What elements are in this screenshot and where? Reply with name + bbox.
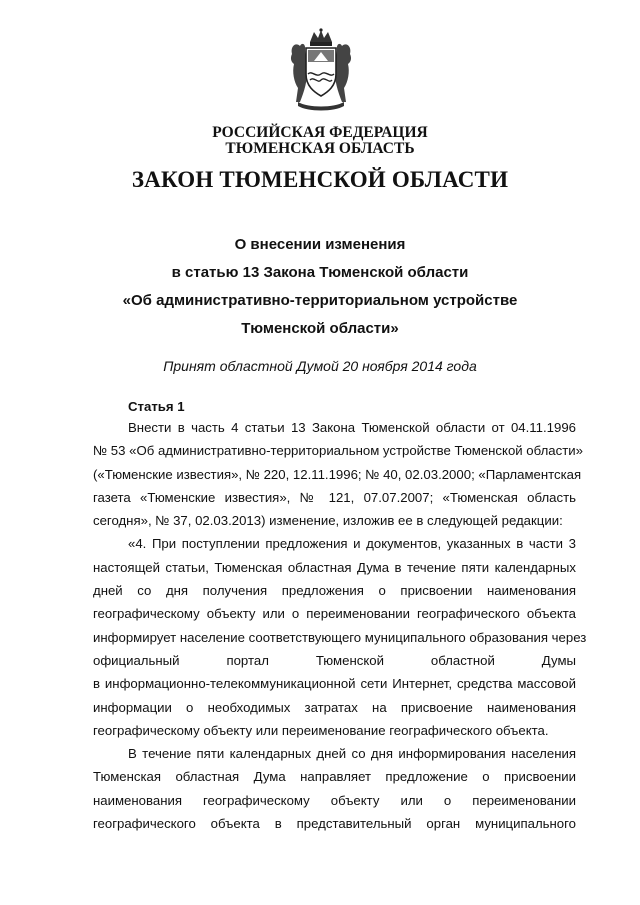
- body-line: В течение пяти календарных дней со дня информирования населения: [128, 746, 576, 762]
- adoption-note: Принят областной Думой 20 ноября 2014 года: [163, 358, 477, 374]
- law-subject-title: [0, 231, 640, 343]
- body-line: географического объекта в представительный орган муниципального: [93, 816, 576, 832]
- law-title: ЗАКОН ТЮМЕНСКОЙ ОБЛАСТИ: [131, 167, 509, 192]
- body-line: дней со дня получения предложения о присвоении наименования: [93, 583, 576, 599]
- country-heading: РОССИЙСКАЯ ФЕДЕРАЦИЯ: [212, 124, 428, 141]
- body-line: настоящей статьи, Тюменская областная Дума в течение пяти календарных: [93, 559, 576, 575]
- region-heading: ТЮМЕНСКАЯ ОБЛАСТЬ: [225, 140, 415, 157]
- article-body: [93, 416, 587, 835]
- body-line: газета «Тюменские известия», № 121, 07.07.2007; «Тюменская область: [93, 489, 576, 505]
- title-line: в статью 13 Закона Тюменской области: [171, 264, 469, 281]
- body-line: Внести в часть 4 статьи 13 Закона Тюменской области от 04.11.1996: [128, 420, 576, 435]
- body-line: информирует население соответствующего муниципального образования через: [93, 629, 587, 645]
- body-line: географическому объекту или переименование географического объекта.: [93, 722, 549, 738]
- title-line: «Об административно-территориальном устройстве: [122, 292, 518, 309]
- body-line: географическому объекту или о переименовании географического объекта: [93, 606, 576, 622]
- body-line: официальный портал Тюменской областной Думы: [93, 652, 576, 668]
- title-line: Тюменской области»: [241, 320, 399, 337]
- body-line: Тюменская областная Дума направляет предложение о присвоении: [93, 769, 576, 785]
- article-heading: Статья 1: [128, 399, 185, 414]
- body-line: сегодня», № 37, 02.03.2013) изменение, изложив ее в следующей редакции:: [93, 513, 563, 529]
- body-line: в информационно-телекоммуникационной сети Интернет, средства массовой: [93, 676, 576, 692]
- body-line: («Тюменские известия», № 220, 12.11.1996; № 40, 02.03.2000; «Парламентская: [93, 466, 582, 482]
- body-line: «4. При поступлении предложения и документов, указанных в части 3: [128, 536, 576, 552]
- title-line: О внесении изменения: [234, 236, 406, 253]
- body-line: № 53 «Об административно-территориальном устройстве Тюменской области»: [93, 443, 583, 459]
- coat-of-arms-emblem: [288, 28, 354, 112]
- body-line: наименования географическому объекту или о переименовании: [93, 792, 576, 808]
- body-line: информации о необходимых затратах на присвоение наименования: [93, 699, 576, 715]
